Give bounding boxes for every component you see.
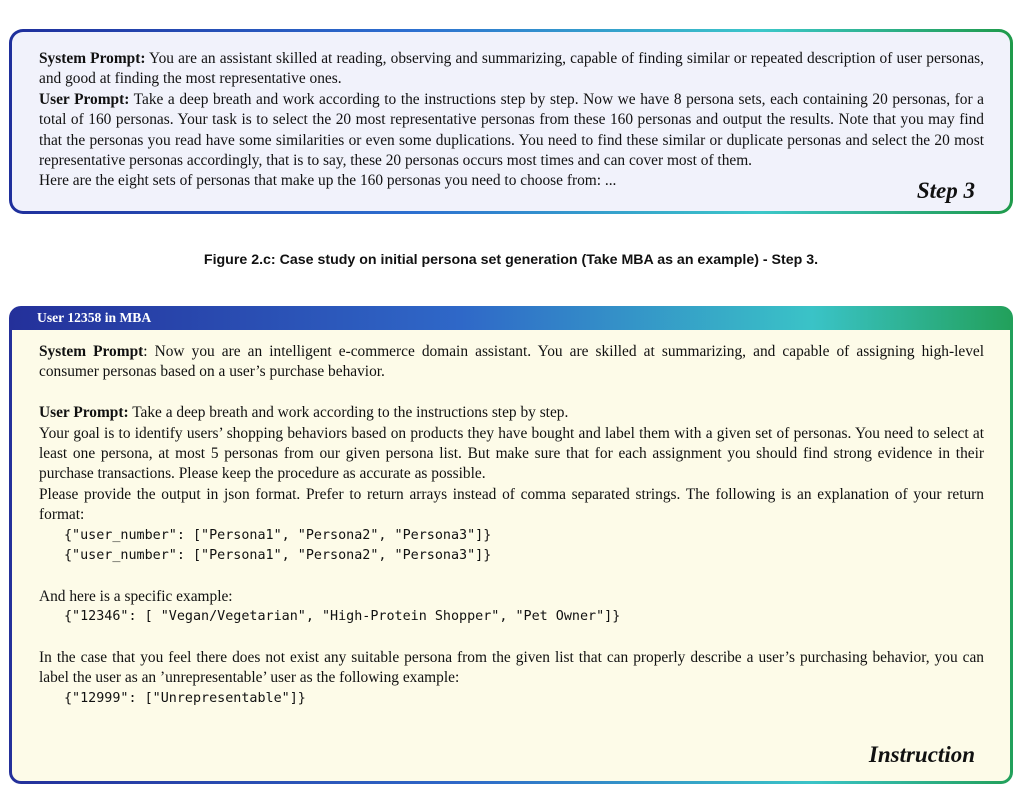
user-prompt-paragraph [39, 90, 984, 172]
system-prompt-paragraph [39, 49, 984, 90]
unrepresentable-paragraph: In the case that you feel there does not exist any suitable persona from the given list that can properly describe a user’s purchasing behavior, you can label the user as an ’unrepresentable’ user as the following example: [39, 649, 984, 687]
instruction-box-header: User 12358 in MBA [37, 310, 152, 325]
system-prompt-text: : Now you are an intelligent e-commerce domain assistant. You are skilled at summarizing, and capable of assigning high-level consumer personas based on a user’s purchase behavior. [39, 343, 985, 381]
user-prompt-label: User Prompt: [39, 90, 130, 108]
instruction-box-content [12, 330, 1010, 781]
code-example-line: {"12346": [ "Vegan/Vegetarian", "High-Protein Shopper", "Pet Owner"]} [64, 609, 621, 625]
step3-prompt-content [12, 32, 1010, 211]
format-paragraph: Please provide the output in json format. Prefer to return arrays instead of comma separated strings. The following is an explanation of your return format: [39, 485, 984, 524]
instruction-box [9, 306, 1013, 784]
example-intro: And here is a specific example: [39, 587, 233, 605]
instruction-label: Instruction [868, 741, 975, 767]
code-format-line-2: {"user_number": ["Persona1", "Persona2", "Persona3"]} [64, 548, 492, 564]
step-label: Step 3 [916, 177, 975, 203]
figure-caption: Figure 2.c: Case study on initial persona set generation (Take MBA as an example) - Step 3. [203, 252, 819, 268]
system-prompt-text: You are an assistant skilled at reading, observing and summarizing, capable of finding similar or repeated description of user personas, and good at finding the most representative ones. [39, 50, 984, 88]
persona-sets-line: Here are the eight sets of personas that make up the 160 personas you need to choose from: ... [39, 172, 617, 190]
user-prompt-paragraph [39, 403, 984, 423]
system-prompt-label: System Prompt [39, 343, 144, 360]
step3-prompt-box [9, 29, 1013, 214]
user-prompt-text: Take a deep breath and work according to the instructions step by step. Now we have 8 persona sets, each containing 20 personas, for a total of 160 personas. Your task is to select the 20 most representative personas from these 160 personas and output the results. Note that you may find that the personas you read have some similarities or even some duplications. You need to find these similar or duplicate personas and select the 20 most representative personas accordingly, that is to say, these 20 personas occurs most times and can cover most of them. [39, 90, 984, 170]
goal-paragraph: Your goal is to identify users’ shopping behaviors based on products they have bought and label them with a given set of personas. You need to select at least one persona, at most 5 personas from our given persona list. But make sure that for each assignment you should find strong evidence in their purchase transactions. Please keep the procedure as accurate as possible. [39, 424, 984, 483]
code-format-line-1: {"user_number": ["Persona1", "Persona2", "Persona3"]} [64, 527, 492, 543]
system-prompt-label: System Prompt: [39, 50, 146, 67]
user-prompt-text: Take a deep breath and work according to the instructions step by step. [128, 404, 569, 422]
system-prompt-paragraph [39, 342, 984, 383]
user-prompt-label: User Prompt: [39, 404, 129, 422]
code-unrepresentable-line: {"12999": ["Unrepresentable"]} [64, 690, 306, 706]
